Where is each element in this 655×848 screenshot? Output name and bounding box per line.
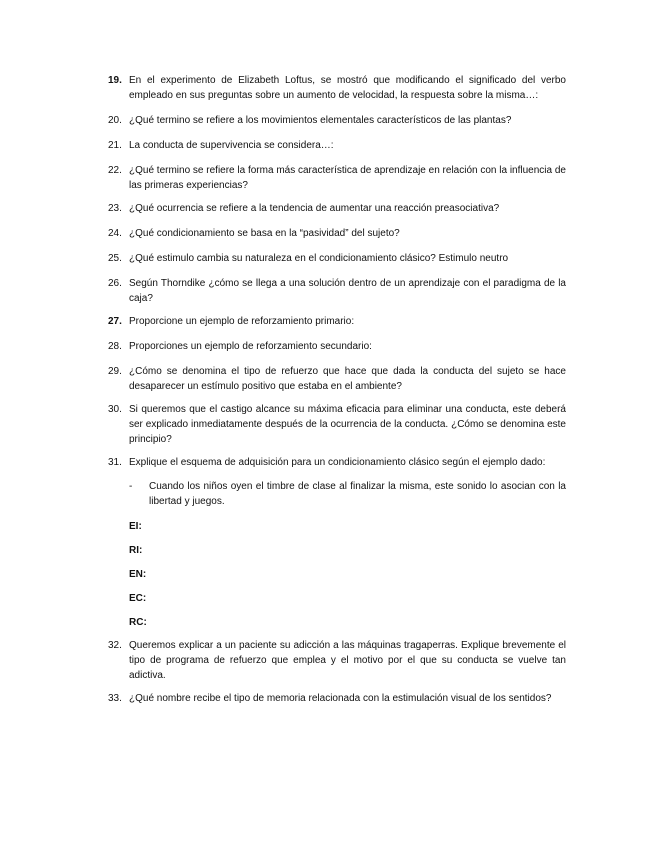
question-text: Proporcione un ejemplo de reforzamiento primario:: [129, 316, 355, 327]
question-number: 28.: [108, 341, 122, 352]
question-text: Queremos explicar a un paciente su adicción a las máquinas tragaperras. Explique brevemente el tipo de programa de refuerzo que emplea y el motivo por el que su conducta se vuelve tan adictiva.: [129, 640, 566, 681]
answer-label-ec: EC:: [129, 593, 147, 604]
question-item: [108, 339, 566, 354]
question-number: 24.: [108, 228, 122, 239]
question-list: [108, 73, 566, 706]
question-text: Según Thorndike ¿cómo se llega a una solución dentro de un aprendizaje con el paradigma de la caja?: [129, 278, 566, 304]
question-number: 27.: [108, 316, 122, 327]
question-number: 25.: [108, 253, 122, 264]
answer-label-en: EN:: [129, 569, 147, 580]
question-item: [108, 226, 566, 241]
question-number: 20.: [108, 115, 122, 126]
bullet-dash: -: [129, 481, 133, 492]
question-number: 33.: [108, 693, 122, 704]
question-number: 22.: [108, 165, 122, 176]
question-number: 21.: [108, 140, 122, 151]
question-text: ¿Qué termino se refiere a los movimientos elementales característicos de las plantas?: [129, 115, 512, 126]
question-item: [108, 402, 566, 447]
question-text: ¿Qué estimulo cambia su naturaleza en el condicionamiento clásico? Estimulo neutro: [129, 253, 509, 264]
question-text: Si queremos que el castigo alcance su máxima eficacia para eliminar una conducta, este deberá ser explicado inmediatamente después de la ocurrencia de la conducta. ¿Cómo se denomina este principio?: [129, 404, 566, 445]
question-text: ¿Qué ocurrencia se refiere a la tendencia de aumentar una reacción preasociativa?: [129, 203, 500, 214]
question-number: 32.: [108, 640, 122, 651]
question-item: [108, 691, 566, 706]
question-item: [108, 138, 566, 153]
question-text: ¿Qué nombre recibe el tipo de memoria relacionada con la estimulación visual de los sentidos?: [129, 693, 552, 704]
question-number: 23.: [108, 203, 122, 214]
answer-label-ei: EI:: [129, 521, 142, 532]
question-text: En el experimento de Elizabeth Loftus, se mostró que modificando el significado del verbo empleado en sus preguntas sobre un aumento de velocidad, la respuesta sobre la misma…:: [129, 75, 566, 101]
question-text: ¿Qué termino se refiere la forma más característica de aprendizaje en relación con la influencia de las primeras experiencias?: [129, 165, 566, 191]
question-number: 31.: [108, 457, 122, 468]
answer-label-rc: RC:: [129, 617, 147, 628]
question-number: 19.: [108, 75, 122, 86]
question-text: Proporciones un ejemplo de reforzamiento secundario:: [129, 341, 372, 352]
example-bullet: [129, 479, 566, 509]
answer-label-ri: RI:: [129, 545, 143, 556]
question-item: [108, 113, 566, 128]
question-text: La conducta de supervivencia se considera…:: [129, 140, 334, 151]
question-text: ¿Cómo se denomina el tipo de refuerzo que hace que dada la conducta del sujeto se hace desaparecer un estímulo positivo que estaba en el ambiente?: [129, 366, 566, 392]
question-item: [108, 314, 566, 329]
question-item: [108, 364, 566, 394]
question-text: ¿Qué condicionamiento se basa en la “pasividad” del sujeto?: [129, 228, 400, 239]
question-item: [108, 251, 566, 266]
question-number: 30.: [108, 404, 122, 415]
question-item: [108, 163, 566, 193]
example-text: Cuando los niños oyen el timbre de clase al finalizar la misma, este sonido lo asocian con la libertad y juegos.: [149, 481, 566, 507]
question-number: 26.: [108, 278, 122, 289]
question-item: [108, 638, 566, 683]
question-item: [108, 73, 566, 103]
question-item: [108, 455, 566, 470]
question-text: Explique el esquema de adquisición para un condicionamiento clásico según el ejemplo dado:: [129, 457, 546, 468]
question-number: 29.: [108, 366, 122, 377]
question-item: [108, 201, 566, 216]
question-item: [108, 276, 566, 306]
